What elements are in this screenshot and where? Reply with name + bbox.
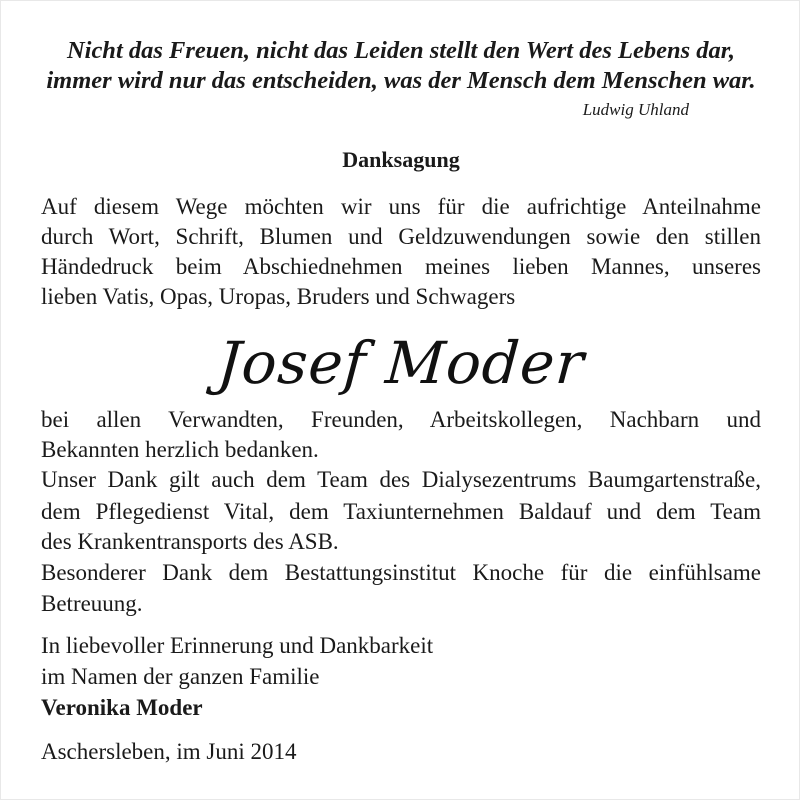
quote-line-1: Nicht das Freuen, nicht das Leiden stellt den Wert des Lebens dar,: [66, 37, 736, 64]
intro-line: Auf diesem Wege möchten wir uns für die aufrichtige Anteilnahme: [41, 194, 761, 219]
signature: Veronika Moder: [41, 695, 203, 720]
body-line: Unser Dank gilt auch dem Team des Dialysezentrums Baumgartenstraße,: [41, 467, 761, 492]
body-line: des Krankentransports des ASB.: [41, 529, 339, 554]
intro-line: lieben Vatis, Opas, Uropas, Bruders und Schwagers: [41, 284, 516, 309]
deceased-name: Josef Moder: [215, 329, 587, 397]
body-line: Betreuung.: [41, 591, 143, 616]
body-line: Besonderer Dank dem Bestattungsinstitut Knoche für die einfühlsame: [41, 560, 761, 585]
place-date: Aschersleben, im Juni 2014: [41, 739, 297, 764]
body-line: dem Pflegedienst Vital, dem Taxiunternehmen Baldauf und dem Team: [41, 499, 761, 524]
notice-heading: Danksagung: [342, 147, 460, 172]
intro-line: Händedruck beim Abschiednehmen meines lieben Mannes, unseres: [41, 254, 761, 279]
closing-line: im Namen der ganzen Familie: [41, 664, 320, 689]
quote-author: Ludwig Uhland: [582, 100, 689, 119]
body-line: bei allen Verwandten, Freunden, Arbeitskollegen, Nachbarn und: [41, 407, 761, 432]
quote-line-2: immer wird nur das entscheiden, was der Mensch dem Menschen war.: [46, 67, 756, 94]
closing-line: In liebevoller Erinnerung und Dankbarkeit: [41, 633, 434, 658]
intro-line: durch Wort, Schrift, Blumen und Geldzuwendungen sowie den stillen: [41, 224, 761, 249]
body-line: Bekannten herzlich bedanken.: [41, 437, 319, 462]
